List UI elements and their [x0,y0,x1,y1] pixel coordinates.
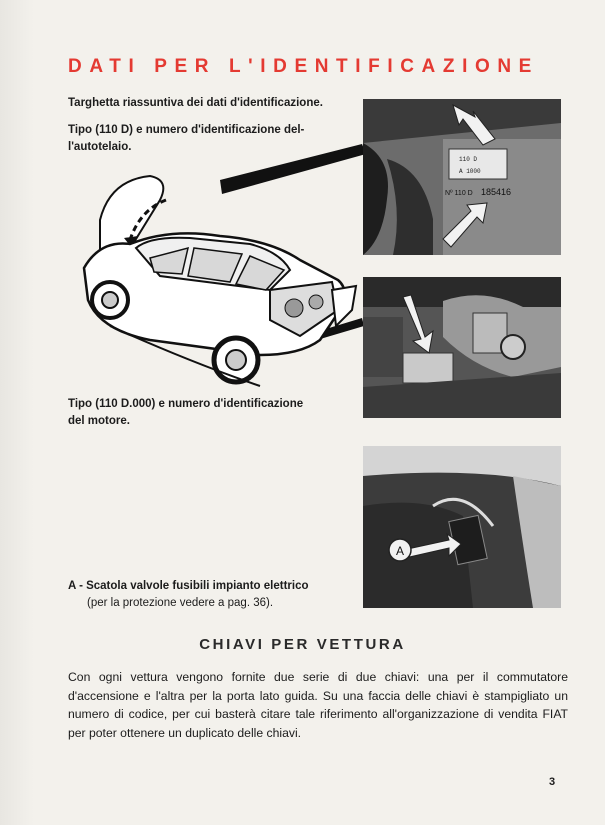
binding-shadow [0,0,34,825]
engine-photo [363,277,561,418]
page-title: DATI PER L'IDENTIFICAZIONE [68,56,539,77]
page-number: 3 [549,776,556,788]
fuse-caption-note: (per la protezione vedere a pag. 36). [87,597,274,609]
keys-paragraph: Con ogni vettura vengono fornite due serie di due chiavi: una per il commutatore d'accensione e l'altra per la porta lato guida. Su una faccia delle chiavi è stampigliato un numero di codice, per cui basterà citare tale riferimento all'organizzazione di vendita FIAT per poter ottenere un duplicato delle chiavi. [68,670,568,740]
fuse-box-photo [363,446,561,608]
fuse-label-a: A [396,544,405,558]
serial-prefix: Nº 110 D [445,190,473,197]
car-illustration [70,140,370,400]
serial-number: 185416 [481,187,512,197]
chassis-caption: Tipo (110 D) e numero d'identificazione del- l'autotelaio. [68,124,305,153]
chassis-plate-photo [363,99,561,255]
keys-section-title: CHIAVI PER VETTURA [199,636,406,653]
plate-line-2: A 1000 [459,168,481,175]
fuse-caption-main: A - Scatola valvole fusibili impianto elettrico [68,580,309,592]
plate-caption: Targhetta riassuntiva dei dati d'identificazione. [68,97,323,109]
plate-line-1: 110 D [459,156,478,163]
engine-caption: Tipo (110 D.000) e numero d'identificazione del motore. [68,398,304,427]
